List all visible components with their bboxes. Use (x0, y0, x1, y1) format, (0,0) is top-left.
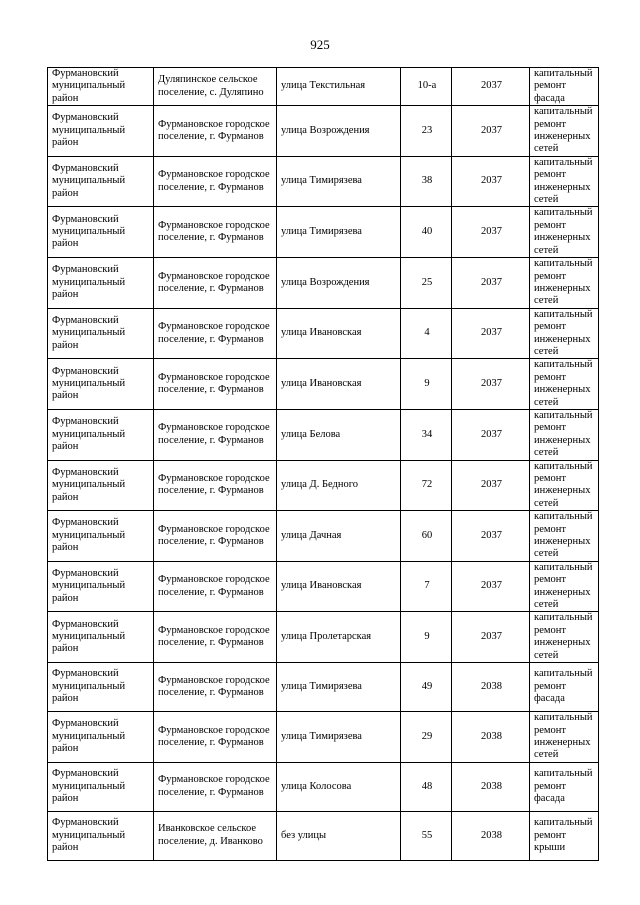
year-cell: 2037 (452, 561, 530, 612)
street-cell: улица Д. Бедного (277, 460, 401, 511)
house-cell: 72 (401, 460, 452, 511)
house-cell: 4 (401, 308, 452, 359)
work-type-cell: капитальный ремонт инженерных сетей (530, 258, 599, 309)
house-cell: 9 (401, 612, 452, 663)
street-cell: без улицы (277, 811, 401, 860)
settlement-cell: Фурмановское городское поселение, г. Фурманов (154, 207, 277, 258)
year-cell: 2037 (452, 359, 530, 410)
table-row (48, 207, 599, 258)
street-cell: улица Тимирязева (277, 207, 401, 258)
street-cell: улица Ивановская (277, 561, 401, 612)
work-type-cell: капитальный ремонт инженерных сетей (530, 308, 599, 359)
table-row (48, 612, 599, 663)
district-cell: Фурмановский муниципальный район (48, 409, 154, 460)
settlement-cell: Фурмановское городское поселение, г. Фурманов (154, 561, 277, 612)
district-cell: Фурмановский муниципальный район (48, 308, 154, 359)
work-type-cell: капитальный ремонт фасада (530, 762, 599, 811)
table-row (48, 663, 599, 712)
house-cell: 9 (401, 359, 452, 410)
table-row (48, 106, 599, 157)
table-row (48, 258, 599, 309)
house-cell: 38 (401, 156, 452, 207)
year-cell: 2037 (452, 612, 530, 663)
table-row (48, 511, 599, 562)
work-type-cell: капитальный ремонт инженерных сетей (530, 612, 599, 663)
settlement-cell: Фурмановское городское поселение, г. Фурманов (154, 106, 277, 157)
settlement-cell: Фурмановское городское поселение, г. Фурманов (154, 712, 277, 763)
district-cell: Фурмановский муниципальный район (48, 359, 154, 410)
street-cell: улица Ивановская (277, 308, 401, 359)
table-row (48, 561, 599, 612)
settlement-cell: Фурмановское городское поселение, г. Фурманов (154, 762, 277, 811)
settlement-cell: Фурмановское городское поселение, г. Фурманов (154, 511, 277, 562)
year-cell: 2037 (452, 207, 530, 258)
settlement-cell: Фурмановское городское поселение, г. Фурманов (154, 409, 277, 460)
year-cell: 2037 (452, 68, 530, 106)
street-cell: улица Текстильная (277, 68, 401, 106)
street-cell: улица Тимирязева (277, 712, 401, 763)
work-type-cell: капитальный ремонт крыши (530, 811, 599, 860)
year-cell: 2037 (452, 409, 530, 460)
house-cell: 7 (401, 561, 452, 612)
house-cell: 29 (401, 712, 452, 763)
house-cell: 40 (401, 207, 452, 258)
table-row (48, 460, 599, 511)
district-cell: Фурмановский муниципальный район (48, 811, 154, 860)
work-type-cell: капитальный ремонт инженерных сетей (530, 511, 599, 562)
street-cell: улица Тимирязева (277, 156, 401, 207)
housing-repair-table (47, 67, 599, 861)
work-type-cell: капитальный ремонт инженерных сетей (530, 156, 599, 207)
table-row (48, 156, 599, 207)
settlement-cell: Иванковское сельское поселение, д. Иванково (154, 811, 277, 860)
street-cell: улица Тимирязева (277, 663, 401, 712)
district-cell: Фурмановский муниципальный район (48, 156, 154, 207)
table-row (48, 359, 599, 410)
year-cell: 2038 (452, 663, 530, 712)
district-cell: Фурмановский муниципальный район (48, 106, 154, 157)
work-type-cell: капитальный ремонт фасада (530, 663, 599, 712)
street-cell: улица Ивановская (277, 359, 401, 410)
table-row (48, 308, 599, 359)
district-cell: Фурмановский муниципальный район (48, 663, 154, 712)
work-type-cell: капитальный ремонт инженерных сетей (530, 561, 599, 612)
table-row (48, 762, 599, 811)
house-cell: 49 (401, 663, 452, 712)
street-cell: улица Возрождения (277, 258, 401, 309)
district-cell: Фурмановский муниципальный район (48, 712, 154, 763)
settlement-cell: Фурмановское городское поселение, г. Фурманов (154, 612, 277, 663)
work-type-cell: капитальный ремонт инженерных сетей (530, 207, 599, 258)
year-cell: 2037 (452, 460, 530, 511)
district-cell: Фурмановский муниципальный район (48, 68, 154, 106)
year-cell: 2037 (452, 511, 530, 562)
house-cell: 34 (401, 409, 452, 460)
house-cell: 10-а (401, 68, 452, 106)
year-cell: 2037 (452, 308, 530, 359)
year-cell: 2037 (452, 156, 530, 207)
page-number: 925 (310, 37, 330, 52)
street-cell: улица Пролетарская (277, 612, 401, 663)
street-cell: улица Белова (277, 409, 401, 460)
district-cell: Фурмановский муниципальный район (48, 762, 154, 811)
street-cell: улица Дачная (277, 511, 401, 562)
year-cell: 2038 (452, 811, 530, 860)
house-cell: 48 (401, 762, 452, 811)
work-type-cell: капитальный ремонт инженерных сетей (530, 460, 599, 511)
district-cell: Фурмановский муниципальный район (48, 258, 154, 309)
work-type-cell: капитальный ремонт инженерных сетей (530, 409, 599, 460)
work-type-cell: капитальный ремонт инженерных сетей (530, 712, 599, 763)
settlement-cell: Фурмановское городское поселение, г. Фурманов (154, 258, 277, 309)
table-row (48, 409, 599, 460)
year-cell: 2038 (452, 762, 530, 811)
table-row (48, 811, 599, 860)
year-cell: 2037 (452, 258, 530, 309)
table-row (48, 68, 599, 106)
work-type-cell: капитальный ремонт инженерных сетей (530, 359, 599, 410)
street-cell: улица Колосова (277, 762, 401, 811)
settlement-cell: Фурмановское городское поселение, г. Фурманов (154, 460, 277, 511)
district-cell: Фурмановский муниципальный район (48, 460, 154, 511)
settlement-cell: Фурмановское городское поселение, г. Фурманов (154, 308, 277, 359)
district-cell: Фурмановский муниципальный район (48, 612, 154, 663)
house-cell: 25 (401, 258, 452, 309)
work-type-cell: капитальный ремонт фасада (530, 68, 599, 106)
district-cell: Фурмановский муниципальный район (48, 207, 154, 258)
settlement-cell: Фурмановское городское поселение, г. Фурманов (154, 156, 277, 207)
district-cell: Фурмановский муниципальный район (48, 561, 154, 612)
settlement-cell: Фурмановское городское поселение, г. Фурманов (154, 663, 277, 712)
house-cell: 60 (401, 511, 452, 562)
settlement-cell: Фурмановское городское поселение, г. Фурманов (154, 359, 277, 410)
district-cell: Фурмановский муниципальный район (48, 511, 154, 562)
year-cell: 2038 (452, 712, 530, 763)
street-cell: улица Возрождения (277, 106, 401, 157)
house-cell: 55 (401, 811, 452, 860)
table-row (48, 712, 599, 763)
table-body (48, 68, 599, 861)
house-cell: 23 (401, 106, 452, 157)
work-type-cell: капитальный ремонт инженерных сетей (530, 106, 599, 157)
settlement-cell: Дуляпинское сельское поселение, с. Дуляпино (154, 68, 277, 106)
year-cell: 2037 (452, 106, 530, 157)
